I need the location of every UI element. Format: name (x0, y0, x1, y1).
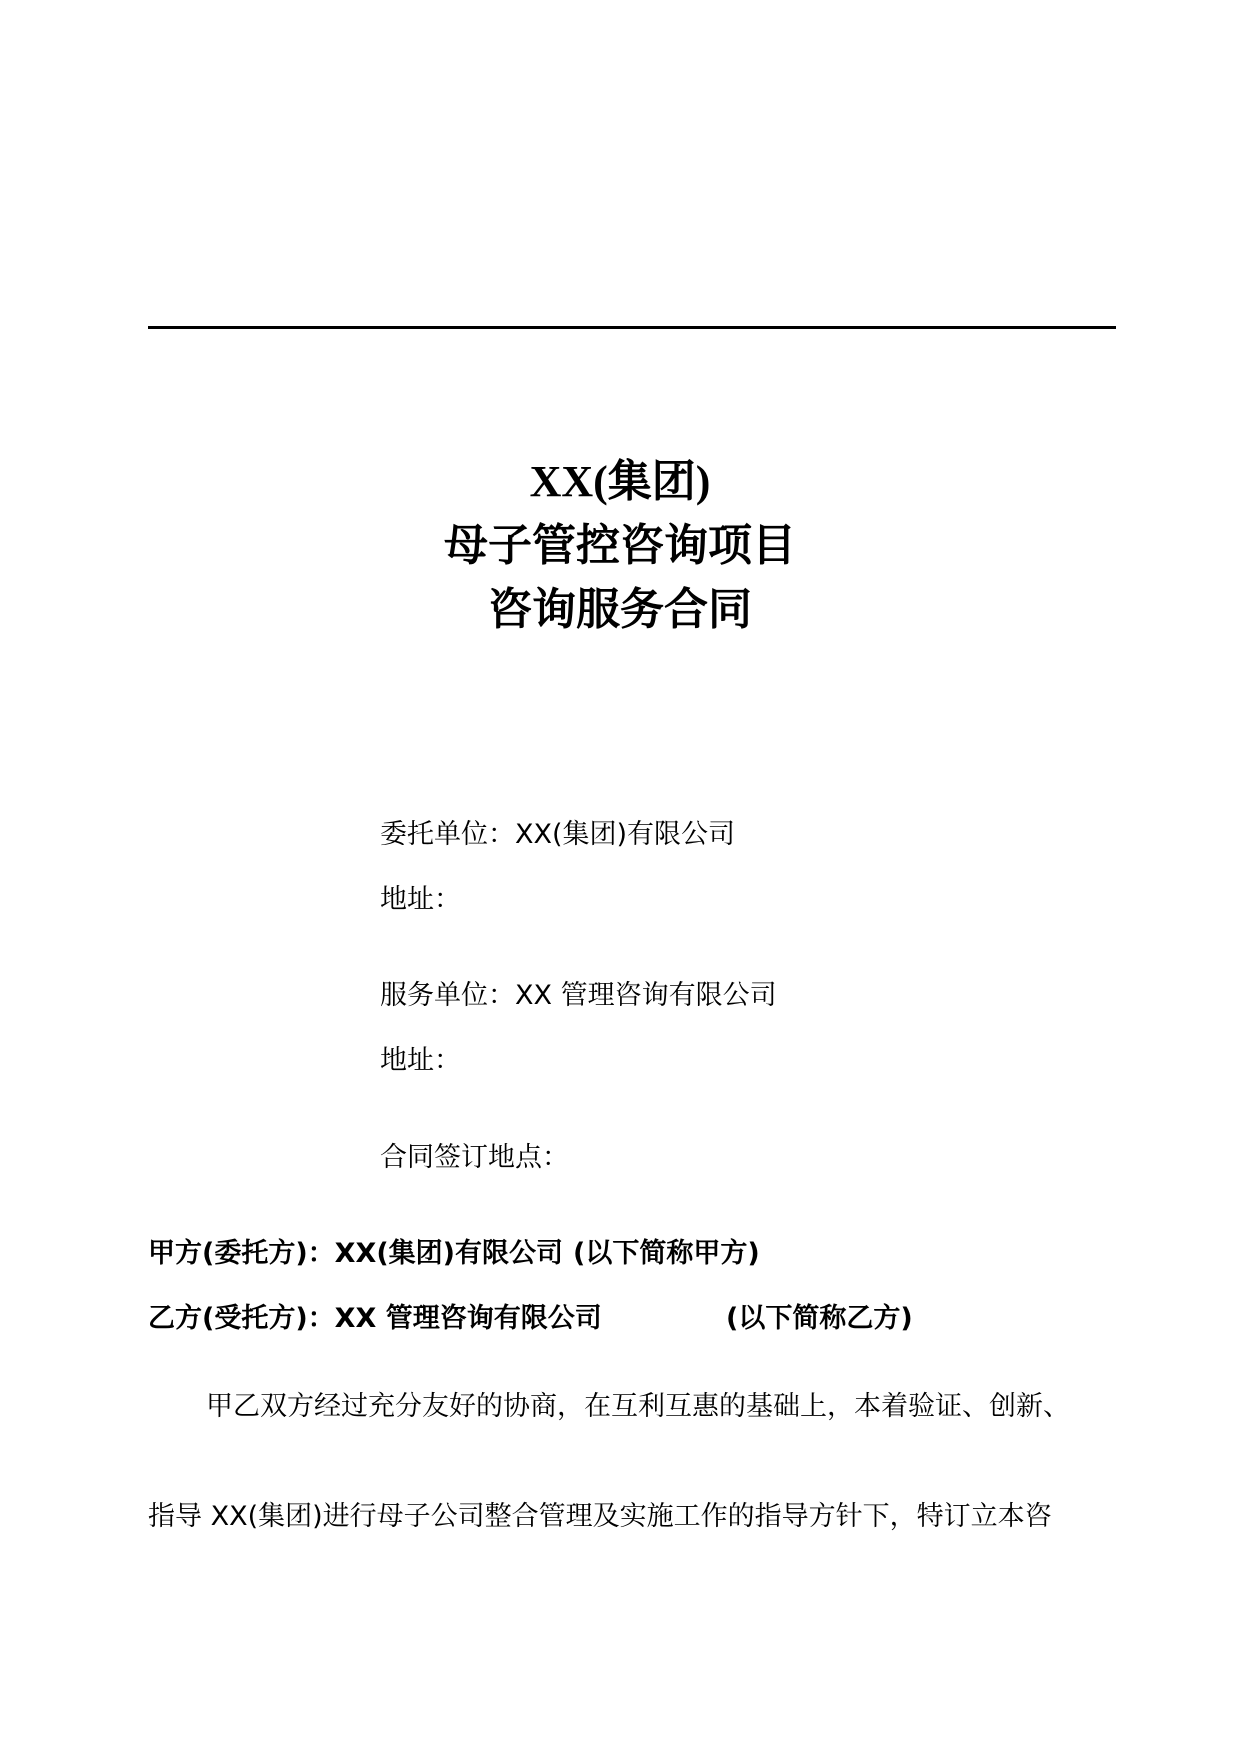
title-line-project: 母子管控咨询项目 (444, 520, 796, 571)
signing-place: 合同签订地点： (380, 1142, 569, 1173)
party-a-note: (以下简称甲方) (573, 1238, 760, 1269)
title-line-contract: 咨询服务合同 (488, 584, 752, 635)
party-b-note: (以下简称乙方) (726, 1303, 913, 1334)
service-address: 地址： (380, 1045, 461, 1076)
party-b-name: 乙方(受托方)：XX 管理咨询有限公司 (148, 1303, 602, 1334)
contract-title (0, 450, 1240, 642)
party-a-name: 甲方(委托方)：XX(集团)有限公司 (148, 1238, 563, 1269)
title-line-company: XX(集团) (529, 457, 711, 506)
party-b-line (148, 1299, 913, 1339)
service-unit: 服务单位：XX 管理咨询有限公司 (380, 980, 777, 1011)
body-line-2: 指导 XX(集团)进行母子公司整合管理及实施工作的指导方针下，特订立本咨 (148, 1501, 1052, 1532)
client-unit: 委托单位：XX(集团)有限公司 (380, 819, 736, 850)
top-divider (148, 326, 1116, 329)
body-line-1: 甲乙双方经过充分友好的协商，在互利互惠的基础上，本着验证、创新、 (206, 1391, 1070, 1422)
client-address: 地址： (380, 884, 461, 915)
party-a-line (148, 1234, 760, 1274)
